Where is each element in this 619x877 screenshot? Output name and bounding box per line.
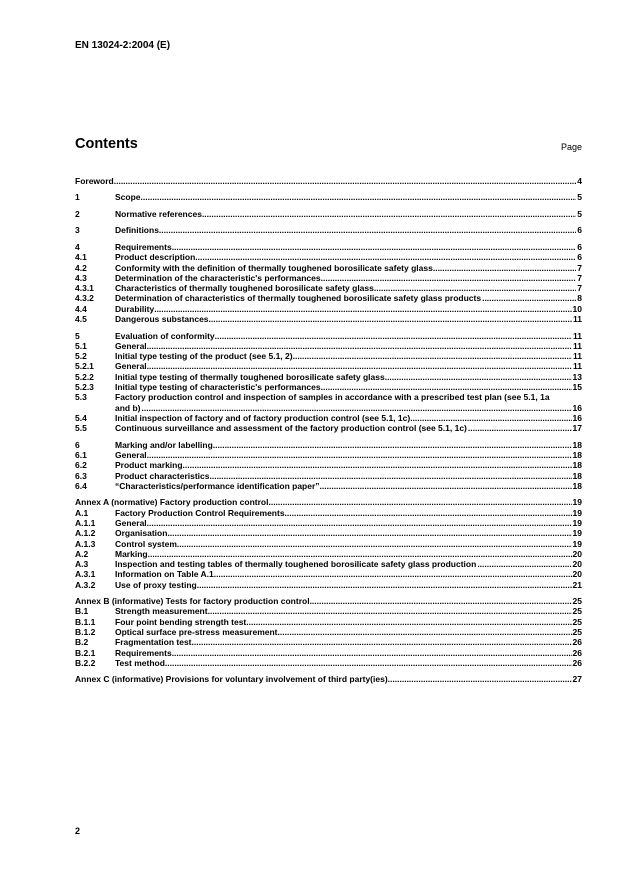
toc-entry[interactable] [75,392,582,413]
toc-entry-title: Product description [115,252,196,263]
toc-entry[interactable] [75,460,582,470]
toc-entry-title: Continuous surveillance and assessment of the factory production control (see 5.1, 1c) [115,423,467,434]
toc-entry-number: A.1.3 [75,538,96,549]
toc-entry-number: 4.4 [75,303,87,314]
toc-entry-number: 6.2 [75,460,87,471]
toc-entry[interactable] [75,658,582,668]
toc-entry[interactable] [75,648,582,658]
toc-entry[interactable] [75,304,582,314]
toc-entry[interactable] [75,596,582,606]
toc-entry-page: 6 [577,241,582,252]
toc-entry-number: 5.2.3 [75,381,94,392]
toc-entry-number: 5.2 [75,351,87,362]
toc-entry-page: 16 [572,412,582,423]
toc-entry-page: 13 [572,371,582,382]
toc-leader-dots [477,559,571,569]
toc-entry-title: Annex B (informative) Tests for factory production control [75,596,310,607]
toc-entry-page: 7 [577,283,582,294]
toc-entry-page: 25 [572,596,582,607]
toc-entry-title: Test method [115,657,165,668]
toc-entry[interactable] [75,283,582,293]
toc-entry[interactable] [75,314,582,324]
toc-leader-dots [433,263,576,273]
toc-leader-dots [172,648,572,658]
toc-entry-title: Control system [115,538,177,549]
toc-entry-page: 19 [572,517,582,528]
toc-entry-number: 4.1 [75,252,87,263]
toc-leader-dots [208,606,572,616]
toc-entry[interactable] [75,382,582,392]
toc-entry-number: 5.2.1 [75,361,94,372]
toc-entry-number: 4.3.1 [75,283,94,294]
toc-leader-dots [142,403,572,413]
toc-entry-page: 20 [572,559,582,570]
toc-entry[interactable] [75,674,582,684]
toc-entry-title: Determination of characteristics of thermally toughened borosilicate safety glass products [115,293,482,304]
toc-leader-dots [114,176,577,186]
toc-entry-page: 11 [573,330,582,341]
toc-entry-title: Definitions [115,225,159,236]
toc-entry-number: A.3 [75,559,89,570]
toc-entry[interactable] [75,252,582,262]
page-number: 2 [75,826,81,836]
toc-leader-dots [172,242,577,252]
toc-entry[interactable] [75,293,582,303]
toc-entry-title: General [115,361,147,372]
toc-entry-page: 11 [573,340,582,351]
toc-leader-dots [268,497,571,507]
toc-leader-dots [195,252,576,262]
toc-leader-dots [321,273,577,283]
toc-entry-title: Information on Table A.1 [115,569,214,580]
toc-entry[interactable] [75,413,582,423]
toc-entry[interactable] [75,549,582,559]
toc-entry-page: 6 [577,225,582,236]
toc-entry-page: 15 [572,381,582,392]
toc-entry[interactable] [75,528,582,538]
toc-entry-page: 25 [572,606,582,617]
toc-entry[interactable] [75,617,582,627]
toc-entry[interactable] [75,273,582,283]
toc-entry-page: 11 [573,361,582,372]
toc-leader-dots [159,225,576,235]
toc-leader-dots [278,627,572,637]
toc-entry-number: 4 [75,241,80,252]
toc-entry[interactable] [75,497,582,507]
contents-title: Contents [75,136,138,152]
toc-entry[interactable] [75,481,582,491]
toc-entry-number: 4.2 [75,262,87,273]
toc-leader-dots [147,341,572,351]
toc-entry-number: 3 [75,225,80,236]
toc-entry-number: A.2 [75,548,89,559]
toc-entry[interactable] [75,637,582,647]
toc-leader-dots [197,580,572,590]
toc-leader-dots [213,440,572,450]
toc-entry[interactable] [75,361,582,371]
toc-entry-title: Product characteristics [115,470,210,481]
toc-entry[interactable] [75,351,582,361]
table-of-contents [75,176,582,685]
toc-leader-dots [320,481,572,491]
toc-leader-dots [183,460,572,470]
toc-entry-number: 1 [75,192,80,203]
toc-entry-title: Use of proxy testing [115,579,197,590]
toc-entry-number: 4.3.2 [75,293,94,304]
toc-entry-page: 21 [572,579,582,590]
toc-leader-dots [214,569,572,579]
toc-leader-dots [293,351,572,361]
toc-entry-title: Initial type testing of thermally toughened borosilicate safety glass [115,371,385,382]
toc-entry-page: 27 [572,674,582,685]
toc-leader-dots [202,209,576,219]
toc-entry-page: 26 [572,657,582,668]
toc-entry-title: Initial inspection of factory and of factory production control (see 5.1, 1c) [115,412,411,423]
toc-leader-dots [165,658,572,668]
toc-entry-number: B.1 [75,606,89,617]
toc-entry[interactable] [75,508,582,518]
toc-entry-page: 20 [572,548,582,559]
toc-entry-title: Factory production control and inspection of samples in accordance with a prescribed test plan (see 5.1, 1a and b) [115,392,550,413]
toc-leader-dots [285,508,572,518]
toc-entry-number: 5.2.2 [75,371,94,382]
toc-entry[interactable] [75,192,582,202]
toc-entry-number: 5.1 [75,340,87,351]
toc-leader-dots [410,413,571,423]
toc-entry-number: A.3.1 [75,569,96,580]
toc-entry[interactable] [75,242,582,252]
toc-leader-dots [147,450,572,460]
toc-entry-number: 5.3 [75,392,87,403]
toc-entry-number: B.2 [75,637,89,648]
toc-leader-dots [482,293,576,303]
toc-entry-page: 19 [572,528,582,539]
toc-leader-dots [215,331,572,341]
toc-entry[interactable] [75,331,582,341]
toc-entry-page: 11 [573,351,582,362]
toc-leader-dots [177,539,572,549]
toc-entry-title: Evaluation of conformity [115,330,215,341]
toc-entry-title: General [115,449,147,460]
toc-entry-number: 4.3 [75,272,87,283]
toc-entry[interactable] [75,606,582,616]
toc-leader-dots [246,617,571,627]
toc-entry-title: Initial type testing of characteristic's performances [115,381,321,392]
toc-entry-number: A.3.2 [75,579,96,590]
toc-entry-page: 16 [572,402,582,413]
toc-entry[interactable] [75,518,582,528]
toc-entry[interactable] [75,372,582,382]
toc-entry-title: Conformity with the definition of thermally toughened borosilicate safety glass [115,262,433,273]
toc-entry-page: 19 [572,497,582,508]
toc-leader-dots [321,382,572,392]
toc-entry[interactable] [75,580,582,590]
toc-entry[interactable] [75,440,582,450]
toc-entry-number: B.2.2 [75,657,96,668]
toc-entry-page: 5 [577,208,582,219]
toc-entry[interactable] [75,450,582,460]
toc-entry-title: General [115,340,147,351]
toc-entry[interactable] [75,225,582,235]
toc-entry-page: 17 [572,423,582,434]
toc-entry-title: Characteristics of thermally toughened borosilicate safety glass [115,283,374,294]
toc-entry-page: 18 [572,439,582,450]
toc-entry-page: 20 [572,569,582,580]
toc-entry-title: Organisation [115,528,168,539]
toc-entry-page: 19 [572,538,582,549]
toc-entry[interactable] [75,569,582,579]
toc-entry-page: 18 [572,480,582,491]
toc-entry-number: B.2.1 [75,647,96,658]
toc-entry-title: Annex A (normative) Factory production control [75,497,269,508]
toc-entry-page: 18 [572,470,582,481]
toc-entry-title: Durability [115,303,155,314]
toc-entry-page: 11 [573,314,582,325]
page-column-label: Page [560,142,582,152]
toc-leader-dots [141,192,577,202]
toc-entry-title: Dangerous substances [115,314,209,325]
toc-entry-number: 6.3 [75,470,87,481]
toc-entry-page: 5 [577,192,582,203]
toc-entry-number: 5.4 [75,412,87,423]
toc-entry-page: 26 [572,647,582,658]
toc-leader-dots [388,674,572,684]
toc-entry-title: General [115,517,147,528]
toc-entry[interactable] [75,471,582,481]
toc-entry-page: 26 [572,637,582,648]
toc-entry[interactable] [75,176,582,186]
toc-entry-page: 25 [572,616,582,627]
toc-entry-title: Optical surface pre-stress measurement [115,627,278,638]
toc-entry-page: 8 [577,293,582,304]
toc-entry-page: 10 [572,303,582,314]
document-id: EN 13024-2:2004 (E) [75,40,171,51]
toc-entry-title: Scope [115,192,141,203]
toc-entry-title: Marking [115,548,148,559]
toc-entry-title: Four point bending strength test [115,616,247,627]
toc-entry-title: Normative references [115,208,202,219]
toc-entry-number: B.1.2 [75,627,96,638]
toc-entry-number: A.1 [75,507,89,518]
toc-entry-page: 6 [577,252,582,263]
toc-leader-dots [154,304,571,314]
toc-entry-number: 6 [75,439,80,450]
toc-entry-title: “Characteristics/performance identification paper” [115,480,320,491]
toc-leader-dots [209,314,572,324]
toc-entry-number: A.1.1 [75,517,96,528]
toc-entry-page: 25 [572,627,582,638]
toc-entry-page: 4 [577,176,582,186]
toc-entry[interactable] [75,263,582,273]
toc-entry-title: Requirements [115,241,172,252]
toc-leader-dots [147,518,572,528]
toc-leader-dots [374,283,576,293]
toc-entry-title: Marking and/or labelling [115,439,213,450]
toc-entry[interactable] [75,341,582,351]
toc-entry-title: Initial type testing of the product (see 5.1, 2) [115,351,293,362]
toc-entry[interactable] [75,559,582,569]
toc-leader-dots [147,361,572,371]
toc-leader-dots [167,528,571,538]
toc-entry-page: 7 [577,272,582,283]
toc-entry-title: Strength measurement [115,606,208,617]
toc-entry-title: Fragmentation test [115,637,192,648]
toc-entry-number: 5.5 [75,423,87,434]
toc-leader-dots [310,596,572,606]
toc-entry[interactable] [75,627,582,637]
toc-entry-title: Annex C (informative) Provisions for voluntary involvement of third party(ies) [75,674,388,685]
toc-entry[interactable] [75,423,582,433]
toc-entry-number: 2 [75,208,80,219]
toc-leader-dots [192,637,572,647]
toc-entry-number: A.1.2 [75,528,96,539]
toc-entry-title: Inspection and testing tables of thermally toughened borosilicate safety glass production [115,559,477,570]
toc-entry-title: Factory Production Control Requirements [115,507,285,518]
toc-entry-title: Foreword [75,176,114,186]
toc-entry-number: B.1.1 [75,616,96,627]
toc-entry-page: 18 [572,449,582,460]
toc-entry-title: Product marking [115,460,183,471]
toc-leader-dots [209,471,571,481]
toc-entry[interactable] [75,209,582,219]
toc-leader-dots [148,549,572,559]
toc-entry-page: 7 [577,262,582,273]
toc-entry-title: Requirements [115,647,172,658]
toc-entry-page: 19 [572,507,582,518]
toc-entry-number: 5 [75,330,80,341]
toc-entry[interactable] [75,539,582,549]
toc-leader-dots [468,423,572,433]
toc-leader-dots [385,372,572,382]
toc-entry-number: 4.5 [75,314,87,325]
toc-entry-page: 18 [572,460,582,471]
toc-entry-number: 6.1 [75,449,87,460]
toc-entry-title: Determination of the characteristic's performances [115,272,321,283]
toc-entry-number: 6.4 [75,480,87,491]
